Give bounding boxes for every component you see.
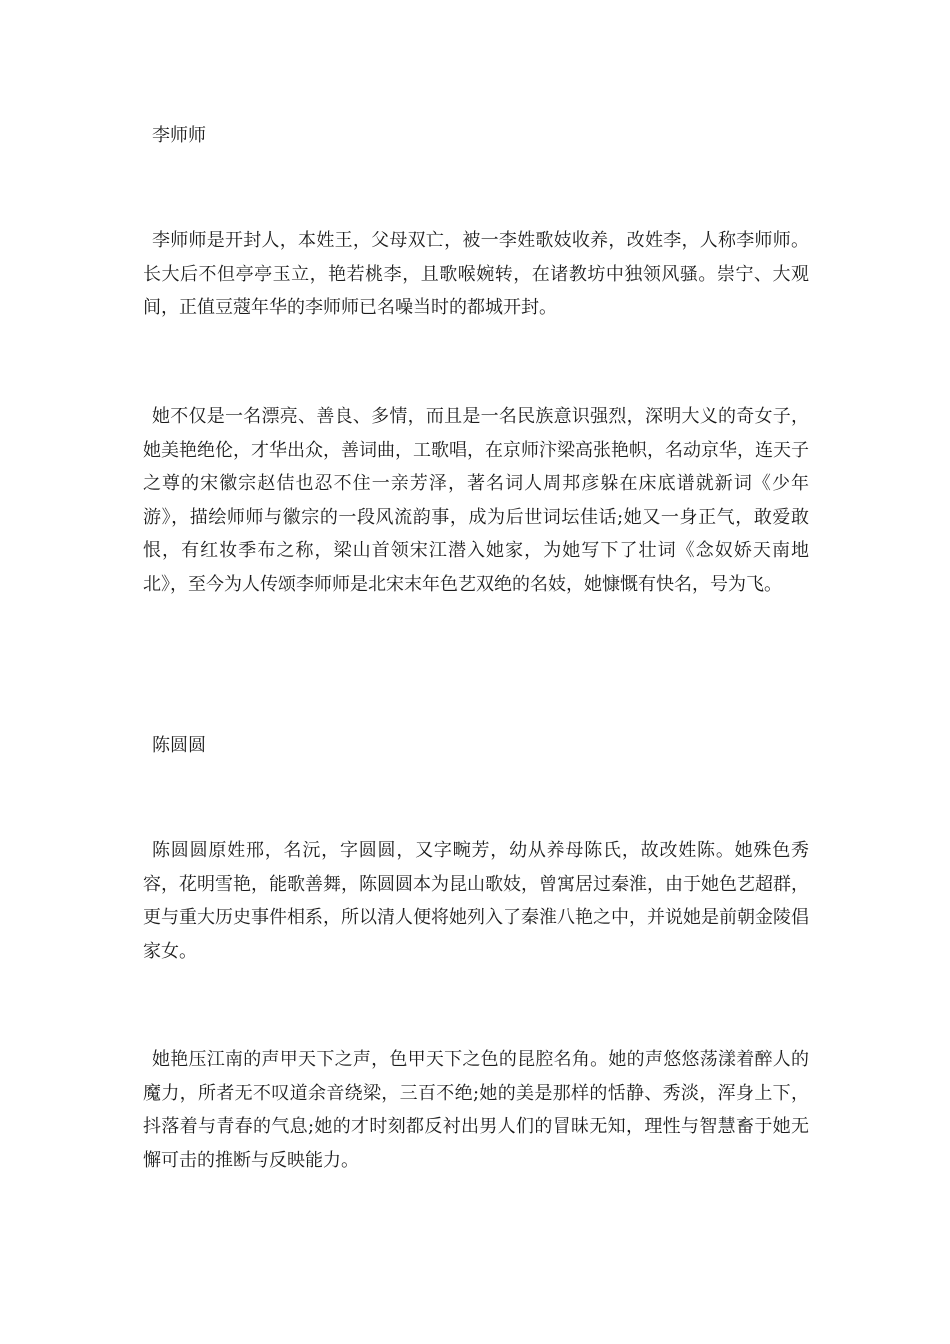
- paragraph-li-shishi-character: 她不仅是一名漂亮、善良、多情，而且是一名民族意识强烈，深明大义的奇女子，她美艳绝伦，才华出众，善词曲，工歌唱，在京师汴梁高张艳帜，名动京华，连天子之尊的宋徽宗赵佶也忍不住一亲芳泽，著名词人周邦彦躲在床底谱就新词《少年游》，描绘师师与徽宗的一段风流韵事，成为后世词坛佳话;她又一身正气，敢爱敢恨，有红妆季布之称，梁山首领宋江潜入她家，为她写下了壮词《念奴娇天南地北》，至今为人传颂李师师是北宋末年色艺双绝的名妓，她慷慨有快名，号为飞。: [143, 406, 809, 595]
- paragraph-chen-yuanyuan-intro: 陈圆圆原姓邢，名沅，字圆圆，又字畹芳，幼从养母陈氏，故改姓陈。她殊色秀容，花明雪艳，能歌善舞，陈圆圆本为昆山歌妓，曾寓居过秦淮，由于她色艺超群，更与重大历史事件相系，所以清人便将她列入了秦淮八艳之中，并说她是前朝金陵倡家女。: [143, 840, 809, 962]
- section-heading-li-shishi: 李师师: [152, 125, 206, 146]
- paragraph-chen-yuanyuan-talent: 她艳压江南的声甲天下之声，色甲天下之色的昆腔名角。她的声悠悠荡漾着醉人的魔力，所者无不叹道余音绕梁，三百不绝;她的美是那样的恬静、秀淡，浑身上下，抖落着与青春的气息;她的才时刻都反衬出男人们的冒昧无知，理性与智慧畜于她无懈可击的推断与反映能力。: [143, 1049, 809, 1171]
- section-heading-chen-yuanyuan: 陈圆圆: [152, 735, 206, 756]
- paragraph-li-shishi-intro: 李师师是开封人，本姓王，父母双亡，被一李姓歌妓收养，改姓李，人称李师师。长大后不但亭亭玉立，艳若桃李，且歌喉婉转，在诸教坊中独领风骚。崇宁、大观间，正值豆蔻年华的李师师已名噪当时的都城开封。: [143, 230, 809, 319]
